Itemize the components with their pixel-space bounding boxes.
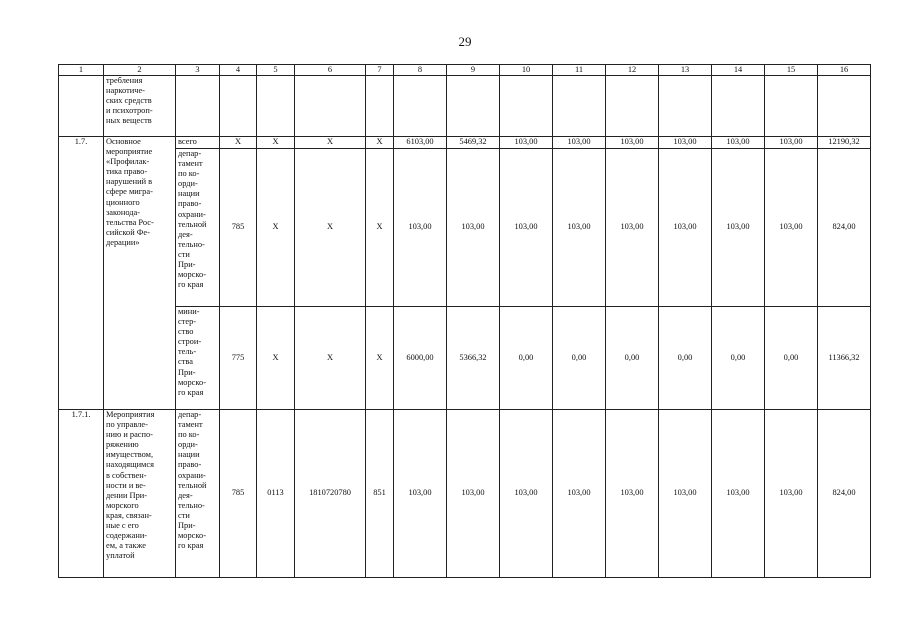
table-cell: 0,00 bbox=[606, 307, 659, 410]
header-cell: 9 bbox=[447, 65, 500, 76]
executor-cell: мини- стер- ство строи- тель- ства При- морско- го края bbox=[176, 307, 220, 410]
table-cell: 103,00 bbox=[500, 410, 553, 578]
header-cell: 4 bbox=[220, 65, 257, 76]
header-row bbox=[59, 65, 871, 76]
table-cell: X bbox=[257, 149, 295, 307]
executor-cell: депар- тамент по ко- орди- нации право- охрани- тельной дея- тельно- сти При- морско- го края bbox=[176, 149, 220, 307]
header-cell: 12 bbox=[606, 65, 659, 76]
table-cell: 824,00 bbox=[818, 149, 871, 307]
table-cell: 103,00 bbox=[712, 410, 765, 578]
table-cell: 103,00 bbox=[606, 410, 659, 578]
table-cell: 103,00 bbox=[765, 410, 818, 578]
table-cell: 12190,32 bbox=[818, 137, 871, 149]
table-cell bbox=[257, 76, 295, 137]
executor-cell: всего bbox=[176, 137, 220, 149]
table-cell bbox=[712, 76, 765, 137]
table-cell bbox=[366, 76, 394, 137]
table-cell: 824,00 bbox=[818, 410, 871, 578]
header-cell: 6 bbox=[295, 65, 366, 76]
table-cell: 103,00 bbox=[606, 149, 659, 307]
header-cell: 11 bbox=[553, 65, 606, 76]
header-cell: 14 bbox=[712, 65, 765, 76]
table-cell: 6000,00 bbox=[394, 307, 447, 410]
table-cell: X bbox=[366, 307, 394, 410]
table-cell: X bbox=[257, 137, 295, 149]
header-cell: 10 bbox=[500, 65, 553, 76]
table-cell: 1810720780 bbox=[295, 410, 366, 578]
table-cell bbox=[176, 76, 220, 137]
table-cell: 103,00 bbox=[553, 149, 606, 307]
continuation-row bbox=[59, 76, 871, 137]
measure-name: Основное мероприятие «Профилак- тика право- нарушений в сфере мигра- ционного законода- тельства Рос- сийской Фе- дерации» bbox=[104, 137, 176, 410]
table-cell: 775 bbox=[220, 307, 257, 410]
table-cell bbox=[394, 76, 447, 137]
header-cell: 16 bbox=[818, 65, 871, 76]
header-cell: 2 bbox=[104, 65, 176, 76]
page-number: 29 bbox=[458, 34, 472, 49]
table-cell: 103,00 bbox=[659, 149, 712, 307]
table-cell: 103,00 bbox=[712, 137, 765, 149]
header-cell: 7 bbox=[366, 65, 394, 76]
table-cell: 0,00 bbox=[659, 307, 712, 410]
table-cell bbox=[553, 76, 606, 137]
table-cell bbox=[447, 76, 500, 137]
table-cell: X bbox=[295, 137, 366, 149]
row-1-7-ministry bbox=[59, 307, 871, 410]
table-cell: 103,00 bbox=[553, 137, 606, 149]
header-cell: 3 bbox=[176, 65, 220, 76]
table-cell: 5366,32 bbox=[447, 307, 500, 410]
table-cell: 0,00 bbox=[712, 307, 765, 410]
table-cell: 103,00 bbox=[500, 137, 553, 149]
table-cell: 103,00 bbox=[447, 410, 500, 578]
table-cell bbox=[765, 76, 818, 137]
header-cell: 15 bbox=[765, 65, 818, 76]
table-cell bbox=[500, 76, 553, 137]
table-cell bbox=[606, 76, 659, 137]
table-cell: 0,00 bbox=[500, 307, 553, 410]
table-cell bbox=[659, 76, 712, 137]
table-cell: 103,00 bbox=[659, 410, 712, 578]
continuation-text: требления наркотиче- ских средств и психотроп- ных веществ bbox=[104, 76, 176, 137]
table-cell: 103,00 bbox=[394, 410, 447, 578]
table-cell: 103,00 bbox=[712, 149, 765, 307]
table-cell: 0113 bbox=[257, 410, 295, 578]
header-cell: 8 bbox=[394, 65, 447, 76]
row-number: 1.7.1. bbox=[59, 410, 104, 578]
table-cell: 103,00 bbox=[553, 410, 606, 578]
table-cell: 0,00 bbox=[765, 307, 818, 410]
table-cell: X bbox=[366, 137, 394, 149]
table-cell: 103,00 bbox=[394, 149, 447, 307]
table-cell: 103,00 bbox=[606, 137, 659, 149]
header-cell: 13 bbox=[659, 65, 712, 76]
header-cell: 5 bbox=[257, 65, 295, 76]
table-cell: 851 bbox=[366, 410, 394, 578]
table-cell bbox=[295, 76, 366, 137]
budget-table bbox=[58, 64, 871, 578]
table-cell: X bbox=[366, 149, 394, 307]
table-cell: X bbox=[220, 137, 257, 149]
table-cell: 11366,32 bbox=[818, 307, 871, 410]
table-cell bbox=[220, 76, 257, 137]
table-cell: X bbox=[257, 307, 295, 410]
table-cell: 103,00 bbox=[447, 149, 500, 307]
table-cell: 5469,32 bbox=[447, 137, 500, 149]
table-cell bbox=[818, 76, 871, 137]
row-1-7-department bbox=[59, 149, 871, 307]
table-cell: 785 bbox=[220, 410, 257, 578]
row-1-7-total bbox=[59, 137, 871, 149]
table-cell: 103,00 bbox=[765, 149, 818, 307]
executor-cell: депар- тамент по ко- орди- нации право- охрани- тельной дея- тельно- сти При- морско- го края bbox=[176, 410, 220, 578]
table-cell: 103,00 bbox=[500, 149, 553, 307]
table-cell: X bbox=[295, 149, 366, 307]
table-cell: 6103,00 bbox=[394, 137, 447, 149]
header-cell: 1 bbox=[59, 65, 104, 76]
row-1-7-1 bbox=[59, 410, 871, 578]
row-number: 1.7. bbox=[59, 137, 104, 410]
table-cell: 0,00 bbox=[553, 307, 606, 410]
table-cell: X bbox=[295, 307, 366, 410]
table-cell: 785 bbox=[220, 149, 257, 307]
table-cell: 103,00 bbox=[659, 137, 712, 149]
table-cell bbox=[59, 76, 104, 137]
measure-name: Мероприятия по управле- нию и распо- ряжению имуществом, находящимся в собствен- ности и ве- дении При- морского края, связан- ные с его содержани- ем, а также уплатой bbox=[104, 410, 176, 578]
table-cell: 103,00 bbox=[765, 137, 818, 149]
